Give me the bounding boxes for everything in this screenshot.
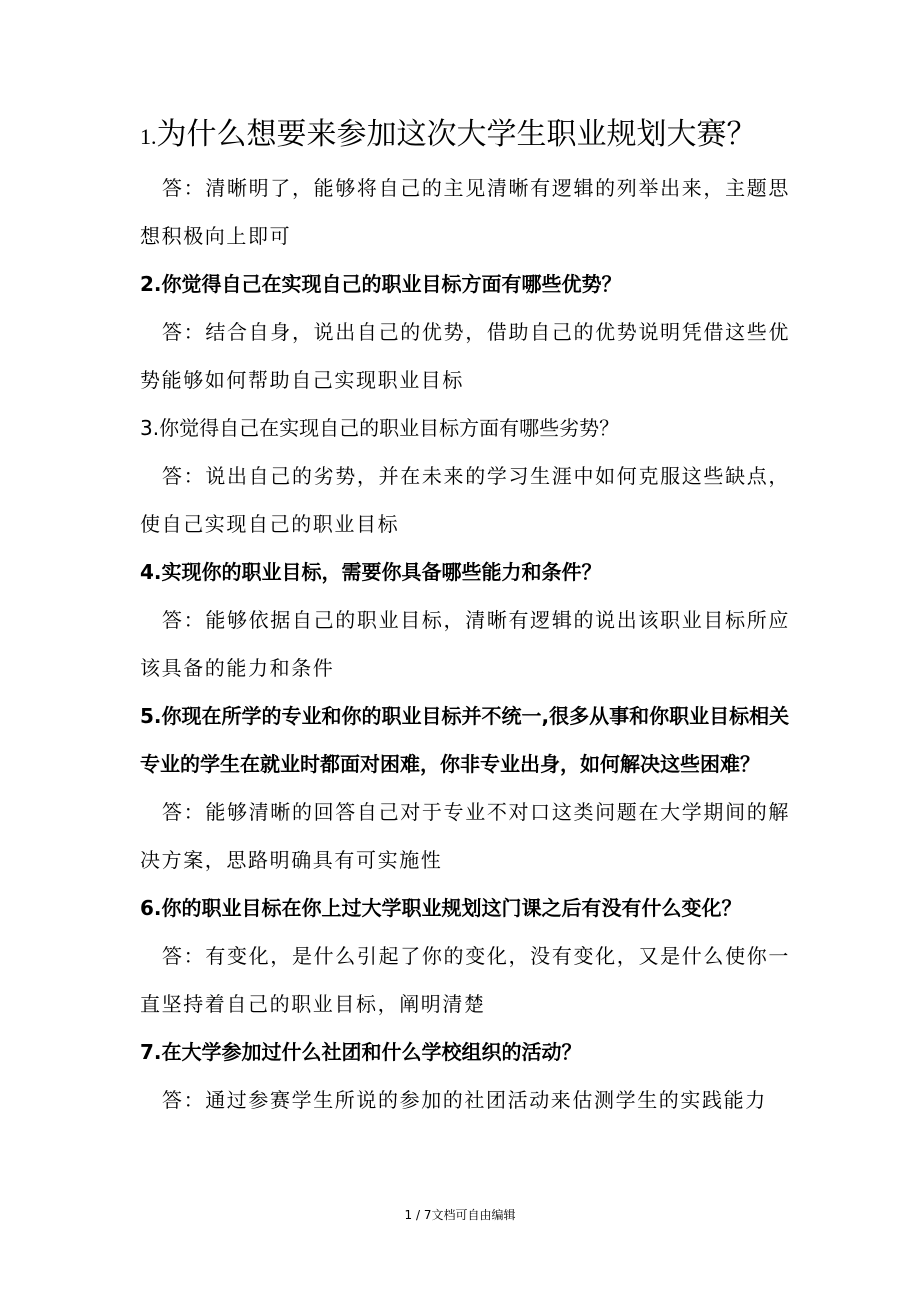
question-5: 5.你现在所学的专业和你的职业目标并不统一,很多从事和你职业目标相关专业的学生在就业时都面对困难，你非专业出身，如何解决这些困难？ <box>140 704 790 776</box>
question-3: 3.你觉得自己在实现自己的职业目标方面有哪些劣势？ <box>140 416 620 440</box>
answer-6: 答：有变化，是什么引起了你的变化，没有变化，又是什么使你一直坚持着自己的职业目标，阐明清楚 <box>140 944 790 1016</box>
question-1-number: 1. <box>140 124 157 149</box>
answer-7: 答：通过参赛学生所说的参加的社团活动来估测学生的实践能力 <box>162 1088 767 1112</box>
question-4: 4.实现你的职业目标，需要你具备哪些能力和条件？ <box>140 560 602 584</box>
answer-5: 答：能够清晰的回答自己对于专业不对口这类问题在大学期间的解决方案，思路明确具有可实施性 <box>140 800 790 872</box>
question-6: 6.你的职业目标在你上过大学职业规划这门课之后有没有什么变化？ <box>140 896 742 920</box>
answer-2: 答：结合自身，说出自己的优势，借助自己的优势说明凭借这些优势能够如何帮助自己实现职业目标 <box>140 320 790 392</box>
question-1-title <box>140 108 790 164</box>
question-7: 7.在大学参加过什么社团和什么学校组织的活动？ <box>140 1040 582 1064</box>
document-content <box>140 108 790 1124</box>
page-footer: 1 / 7文档可自由编辑 <box>404 1208 516 1222</box>
question-1-text: 为什么想要来参加这次大学生职业规划大赛？ <box>156 117 757 152</box>
answer-3: 答：说出自己的劣势，并在未来的学习生涯中如何克服这些缺点，使自己实现自己的职业目标 <box>140 464 790 536</box>
question-2: 2.你觉得自己在实现自己的职业目标方面有哪些优势？ <box>140 272 622 296</box>
answer-1: 答：清晰明了，能够将自己的主见清晰有逻辑的列举出来，主题思想积极向上即可 <box>140 176 790 248</box>
answer-4: 答：能够依据自己的职业目标，清晰有逻辑的说出该职业目标所应该具备的能力和条件 <box>140 608 790 680</box>
